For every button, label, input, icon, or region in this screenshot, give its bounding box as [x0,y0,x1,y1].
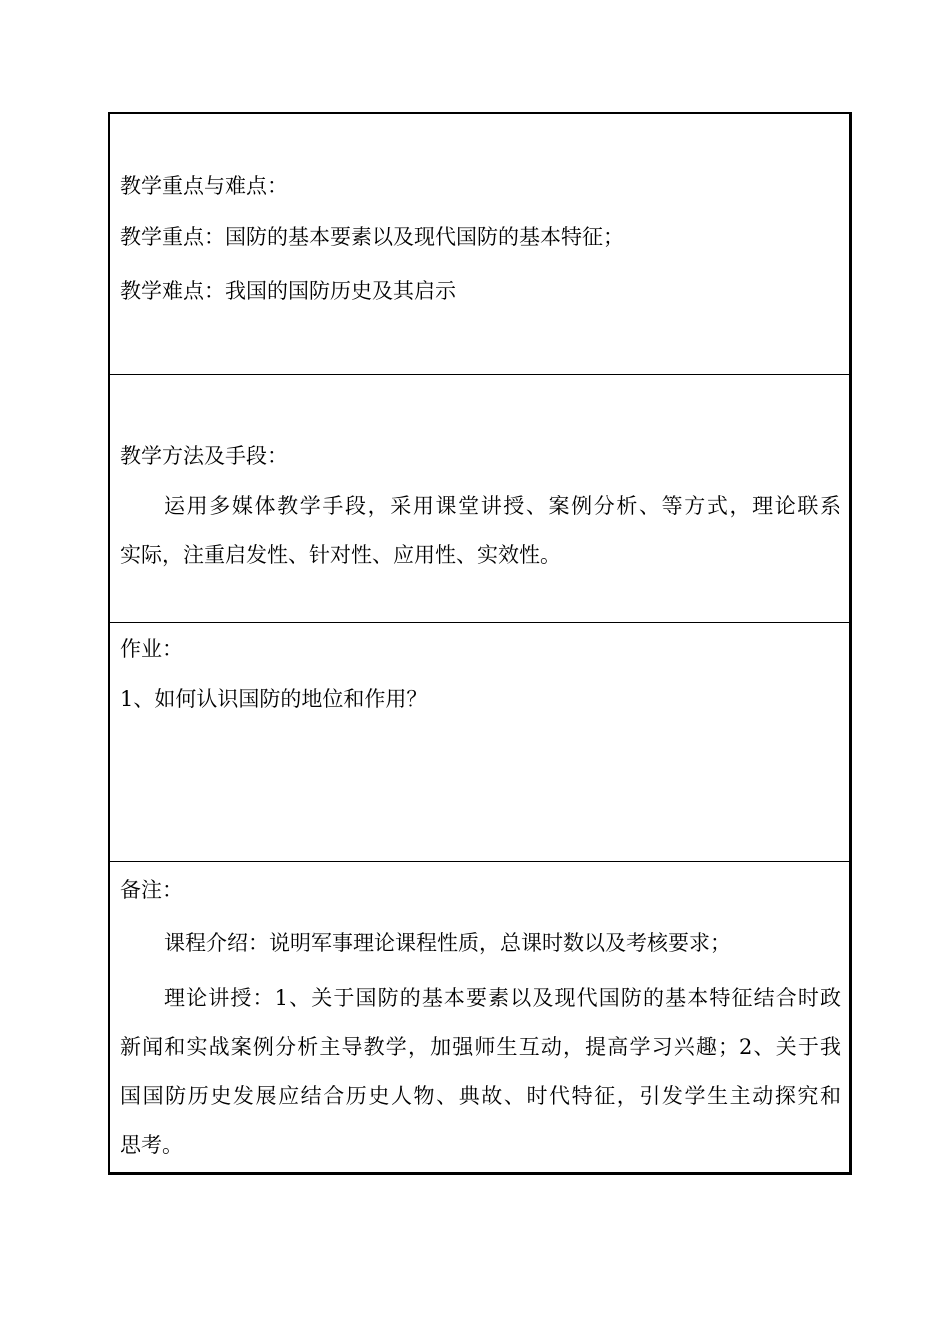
key-points-cell [110,114,849,374]
methods-line-2: 实际，注重启发性、针对性、应用性、实效性。 [120,543,561,567]
homework-item-1: 1、如何认识国防的地位和作用？ [120,687,428,711]
teaching-difficulty-text: 教学难点：我国的国防历史及其启示 [120,279,456,303]
notes-heading: 备注： [120,878,183,902]
lecture-line-4: 思考。 [120,1133,183,1157]
methods-line-1: 运用多媒体教学手段，采用课堂讲授、案例分析、等方式，理论联系 [164,494,841,518]
notes-cell [110,861,849,1174]
teaching-focus-text: 教学重点：国防的基本要素以及现代国防的基本特征； [120,225,624,249]
lecture-line-1: 理论讲授：1、关于国防的基本要素以及现代国防的基本特征结合时政 [164,986,841,1010]
lecture-line-3: 国国防历史发展应结合历史人物、典故、时代特征，引发学生主动探究和 [120,1084,841,1108]
key-points-heading: 教学重点与难点： [120,174,288,198]
lesson-plan-table [108,112,852,1175]
homework-heading: 作业： [120,637,183,661]
course-intro-text: 课程介绍：说明军事理论课程性质，总课时数以及考核要求； [164,931,731,955]
homework-cell [110,622,849,861]
teaching-methods-cell [110,374,849,622]
lecture-line-2: 新闻和实战案例分析主导教学，加强师生互动，提高学习兴趣；2、关于我 [120,1035,841,1059]
methods-heading: 教学方法及手段： [120,444,288,468]
